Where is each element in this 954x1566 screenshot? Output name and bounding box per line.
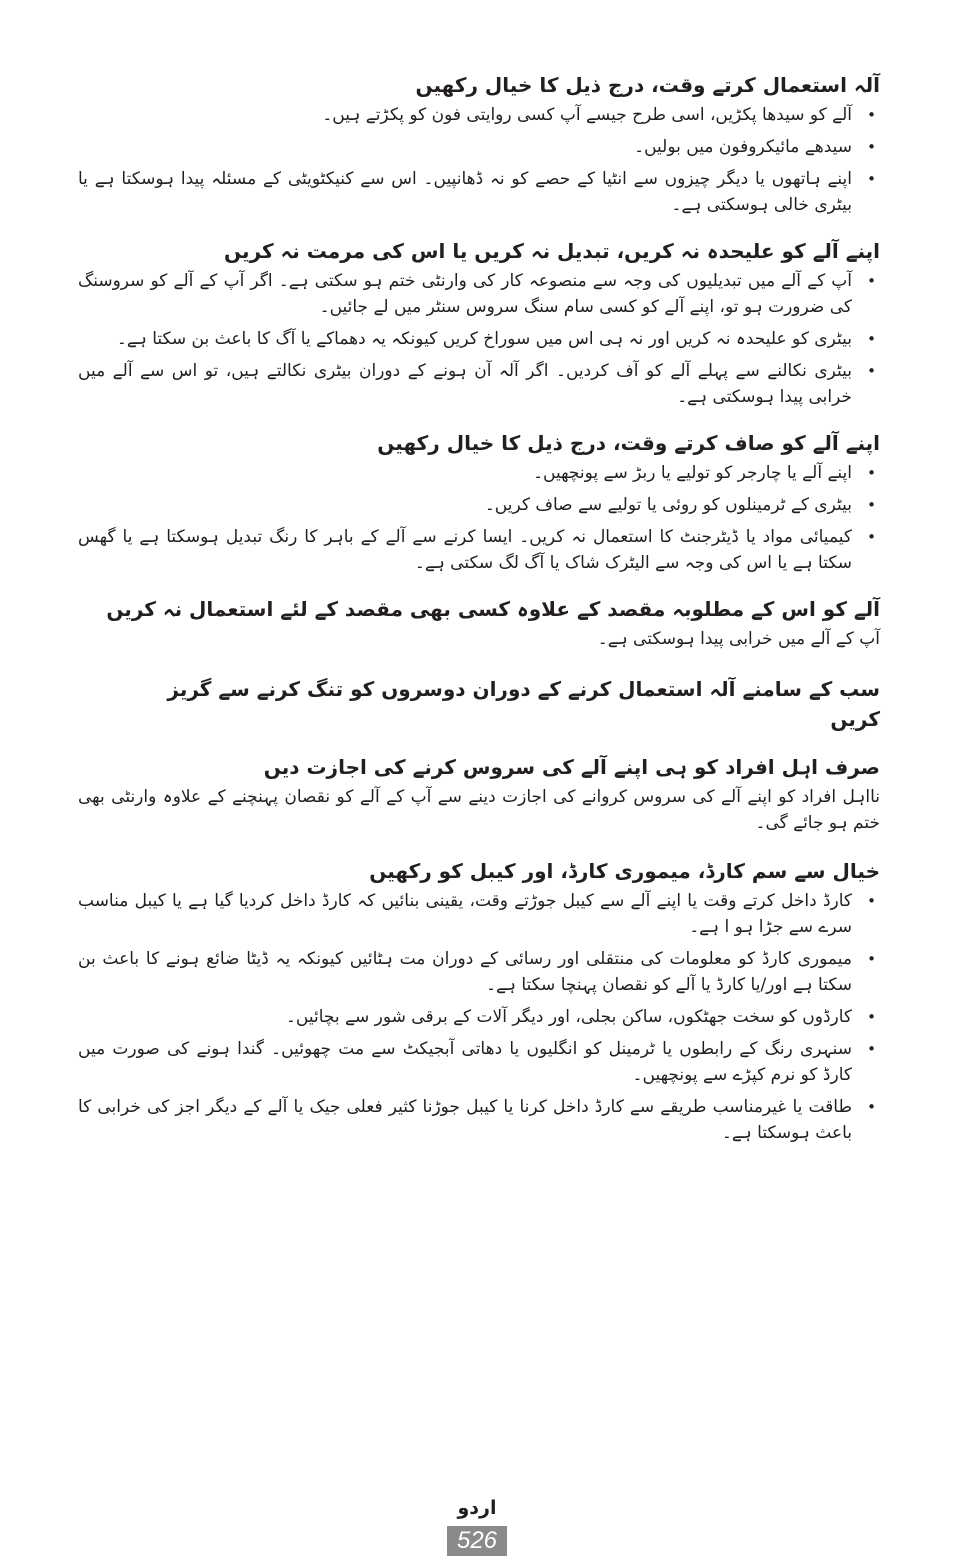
- bullet-icon: •: [867, 1098, 876, 1116]
- list-item-text: سنہری رنگ کے رابطوں یا ٹرمینل کو انگلیوں یا دھاتی آبجیکٹ سے مت چھوئیں۔ گندا ہونے کی صورت میں کارڈ کو نرم کپڑے سے پونچھیں۔: [78, 1039, 852, 1085]
- document-body: [78, 70, 880, 1152]
- bullet-icon: •: [867, 496, 876, 514]
- list-item: [78, 460, 880, 486]
- list-item: [78, 492, 880, 518]
- bullet-list: [78, 888, 880, 1146]
- bullet-icon: •: [867, 106, 876, 124]
- bullet-icon: •: [867, 362, 876, 380]
- section-usage-care: [78, 70, 880, 218]
- section-public-courtesy: [78, 674, 880, 734]
- section-heading: اپنے آلے کو علیحدہ نہ کریں، تبدیل نہ کریں یا اس کی مرمت نہ کریں: [224, 239, 880, 263]
- list-item: [78, 946, 880, 998]
- list-item-text: طاقت یا غیرمناسب طریقے سے کارڈ داخل کرنا یا کیبل جوڑنا کثیر فعلی جیک یا آلے کے دیگر اجز کی خرابی کا باعث ہوسکتا ہے۔: [78, 1097, 852, 1143]
- bullet-icon: •: [867, 1040, 876, 1058]
- bullet-icon: •: [867, 272, 876, 290]
- bullet-list: [78, 102, 880, 218]
- section-cards-cables: [78, 856, 880, 1146]
- section-cleaning: [78, 428, 880, 576]
- section-heading: صرف اہل افراد کو ہی اپنے آلے کی سروس کرنے کی اجازت دیں: [263, 755, 880, 779]
- list-item-text: کیمیائی مواد یا ڈیٹرجنٹ کا استعمال نہ کریں۔ ایسا کرنے سے آلے کے باہر کا رنگ تبدیل ہوسکتا ہے یا گھس سکتا ہے یا اس کی وجہ سے الیٹرک شاک یا آگ لگ سکتی ہے۔: [78, 527, 852, 573]
- bullet-icon: •: [867, 950, 876, 968]
- section-intended-use: [78, 594, 880, 652]
- list-item: [78, 134, 880, 160]
- list-item-text: اپنے ہاتھوں یا دیگر چیزوں سے انٹیا کے حصے کو نہ ڈھانپیں۔ اس سے کنیکٹویٹی کے مسئلہ پیدا ہوسکتا ہے یا بیٹری خالی ہوسکتی ہے۔: [78, 169, 852, 215]
- bullet-icon: •: [867, 892, 876, 910]
- bullet-icon: •: [867, 1008, 876, 1026]
- list-item-text: میموری کارڈ کو معلومات کی منتقلی اور رسائی کے دوران مت ہٹائیں کیونکہ یہ ڈیٹا ضائع ہونے کا باعث بن سکتا ہے اور/یا کارڈ یا آلے کو نقصان پہنچا سکتا ہے۔: [78, 949, 852, 995]
- list-item-text: سیدھے مائیکروفون میں بولیں۔: [634, 137, 852, 157]
- section-heading: آلے کو اس کے مطلوبہ مقصد کے علاوہ کسی بھی مقصد کے لئے استعمال نہ کریں: [106, 597, 880, 621]
- list-item: [78, 524, 880, 576]
- list-item: [78, 166, 880, 218]
- bullet-icon: •: [867, 330, 876, 348]
- bullet-icon: •: [867, 170, 876, 188]
- section-no-disassembly: [78, 236, 880, 410]
- bullet-icon: •: [867, 464, 876, 482]
- bullet-icon: •: [867, 138, 876, 156]
- section-paragraph: نااہل افراد کو اپنے آلے کی سروس کروانے کی اجازت دینے سے آپ کے آلے کو نقصان پہنچنے کے علاوہ وارنٹی بھی ختم ہو جائے گی۔: [78, 787, 880, 833]
- list-item-text: آلے کو سیدھا پکڑیں، اسی طرح جیسے آپ کسی روایتی فون کو پکڑتے ہیں۔: [322, 105, 852, 125]
- list-item-text: اپنے آلے یا چارجر کو تولیے یا ربڑ سے پونچھیں۔: [533, 463, 852, 483]
- page-number: 526: [447, 1526, 507, 1556]
- list-item: [78, 1004, 880, 1030]
- list-item-text: بیٹری کے ٹرمینلوں کو روئی یا تولیے سے صاف کریں۔: [484, 495, 852, 515]
- section-heading: سب کے سامنے آلہ استعمال کرنے کے دوران دوسروں کو تنگ کرنے سے گریز کریں: [167, 677, 880, 731]
- page-footer: [0, 1496, 954, 1556]
- section-qualified-service: [78, 752, 880, 836]
- list-item: [78, 102, 880, 128]
- bullet-icon: •: [867, 528, 876, 546]
- footer-language: اردو: [457, 1497, 497, 1519]
- list-item-text: بیٹری کو علیحدہ نہ کریں اور نہ ہی اس میں سوراخ کریں کیونکہ یہ دھماکے یا آگ کا باعث بن سکتا ہے۔: [116, 329, 852, 349]
- list-item-text: آپ کے آلے میں تبدیلیوں کی وجہ سے منصوعہ کار کی وارنٹی ختم ہو سکتی ہے۔ اگر آپ کے آلے کو سروسنگ کی ضرورت ہو تو، اپنے آلے کو کسی سام سنگ سروس سنٹر میں لے جائیں۔: [78, 271, 852, 317]
- list-item-text: بیٹری نکالنے سے پہلے آلے کو آف کردیں۔ اگر آلہ آن ہونے کے دوران بیٹری نکالتے ہیں، تو اس سے آلے میں خرابی پیدا ہوسکتی ہے۔: [78, 361, 852, 407]
- list-item: [78, 1036, 880, 1088]
- list-item: [78, 268, 880, 320]
- section-heading: آلہ استعمال کرتے وقت، درج ذیل کا خیال رکھیں: [415, 73, 880, 97]
- section-paragraph: آپ کے آلے میں خرابی پیدا ہوسکتی ہے۔: [597, 629, 880, 649]
- bullet-list: [78, 460, 880, 576]
- section-heading: اپنے آلے کو صاف کرتے وقت، درج ذیل کا خیال رکھیں: [377, 431, 880, 455]
- list-item-text: کارڈ داخل کرتے وقت یا اپنے آلے سے کیبل جوڑتے وقت، یقینی بنائیں کہ کارڈ داخل کردیا گیا ہے یا کیبل مناسب سرے سے جڑا ہو ا ہے۔: [78, 891, 852, 937]
- list-item: [78, 326, 880, 352]
- bullet-list: [78, 268, 880, 410]
- list-item: [78, 1094, 880, 1146]
- list-item: [78, 358, 880, 410]
- list-item: [78, 888, 880, 940]
- section-heading: خیال سے سم کارڈ، میموری کارڈ، اور کیبل کو رکھیں: [369, 859, 880, 883]
- list-item-text: کارڈوں کو سخت جھٹکوں، ساکن بجلی، اور دیگر آلات کے برقی شور سے بچائیں۔: [285, 1007, 852, 1027]
